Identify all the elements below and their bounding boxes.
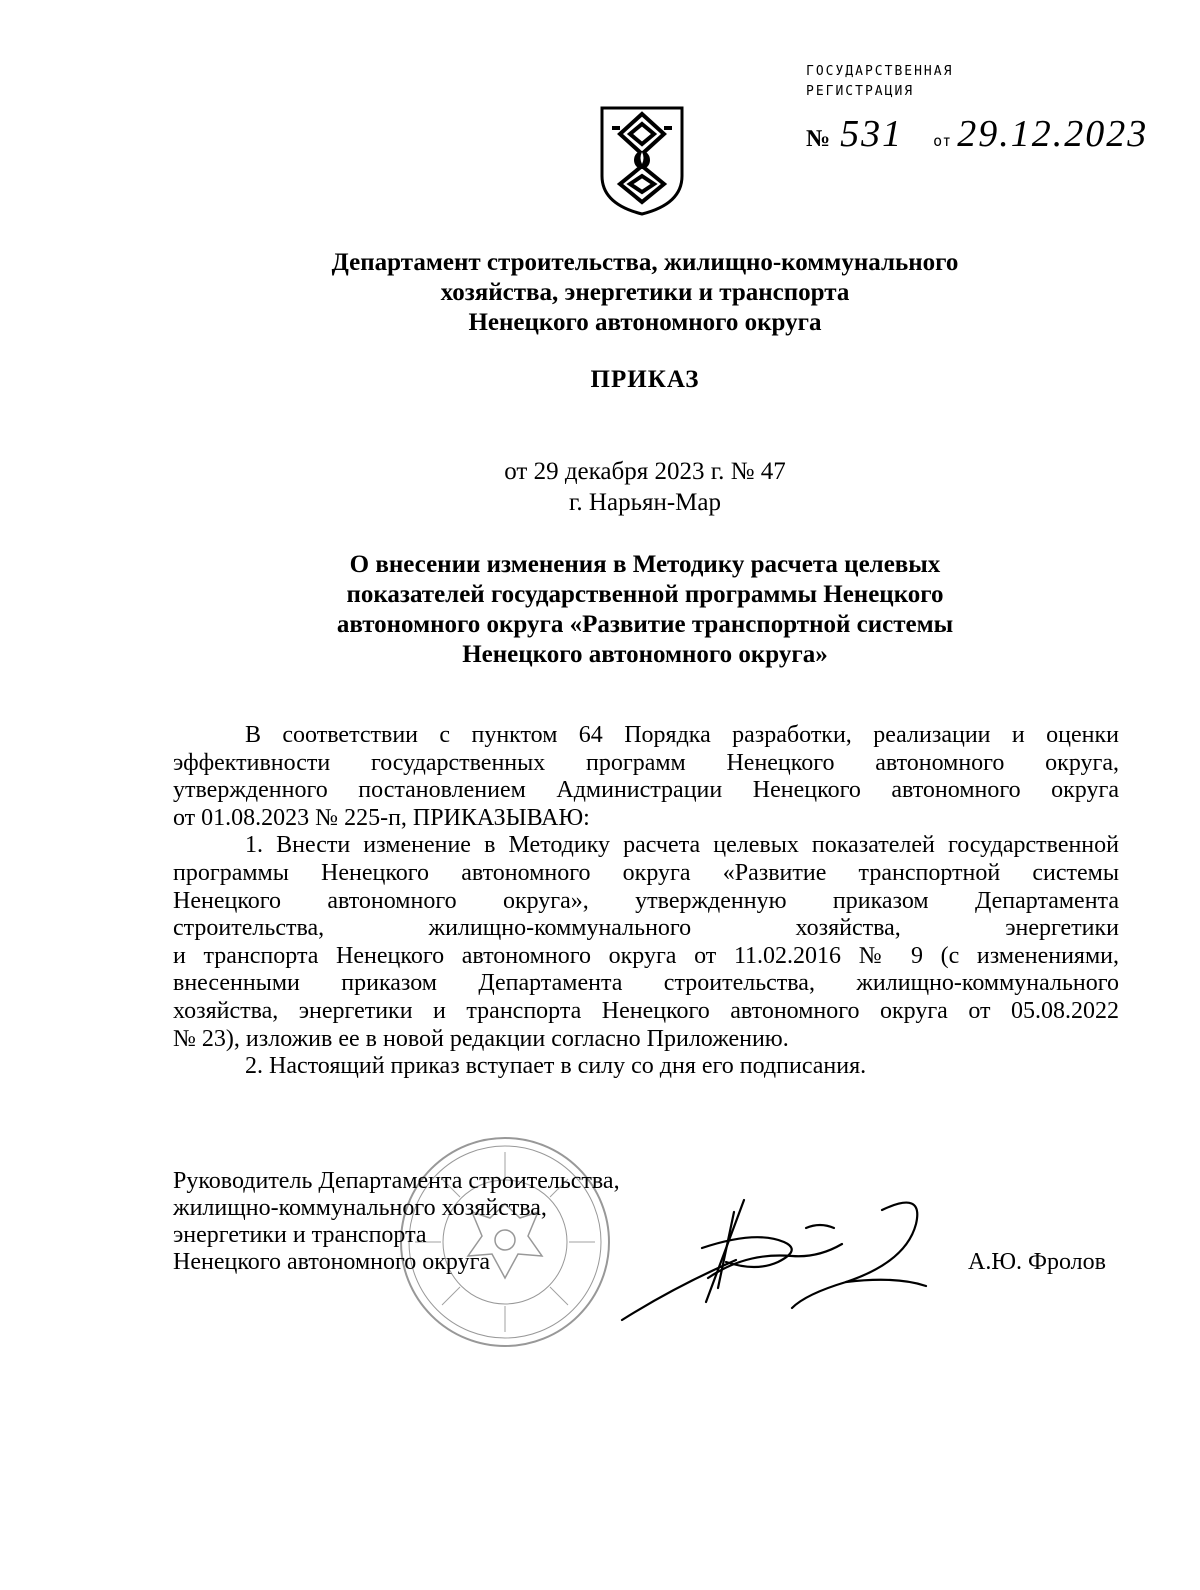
preamble-line: эффективности государственных программ Ненецкого автономного округа, <box>173 749 1119 776</box>
registration-date-prefix: от <box>933 132 952 150</box>
signatory-name: А.Ю. Фролов <box>968 1249 1106 1275</box>
subject-line-3: автономного округа «Развитие транспортной системы <box>336 611 954 638</box>
document-date: от 29 декабря 2023 г. № 47 <box>504 458 786 485</box>
document-date-place <box>150 456 1140 518</box>
paragraph-item-1 <box>173 832 1119 1053</box>
registration-number-prefix: № <box>806 126 831 152</box>
item-1-line: хозяйства, энергетики и транспорта Ненецкого автономного округа от 05.08.2022 <box>173 997 1119 1024</box>
subject-line-1: О внесении изменения в Методику расчета целевых <box>349 551 941 578</box>
signatory-position <box>173 1168 620 1276</box>
registration-number: 531 <box>840 113 904 155</box>
item-1-line: программы Ненецкого автономного округа «Развитие транспортной системы <box>173 859 1119 886</box>
registration-date: 29.12.2023 <box>957 113 1149 155</box>
subject-line-2: показателей государственной программы Ненецкого <box>346 581 944 608</box>
item-1-line: строительства, жилищно-коммунального хозяйства, энергетики <box>173 915 1119 942</box>
document-type: ПРИКАЗ <box>590 366 700 393</box>
document-place: г. Нарьян-Мар <box>568 489 721 516</box>
department-line-1: Департамент строительства, жилищно-коммунального <box>331 249 959 276</box>
department-name <box>150 248 1140 338</box>
handwritten-signature-icon <box>606 1190 966 1330</box>
registration-line-2: РЕГИСТРАЦИЯ <box>806 84 915 99</box>
registration-stamp <box>806 62 953 102</box>
registration-line-1: ГОСУДАРСТВЕННАЯ <box>806 64 954 79</box>
position-line-2: жилищно-коммунального хозяйства, <box>173 1195 547 1221</box>
department-line-2: хозяйства, энергетики и транспорта <box>440 279 850 306</box>
paragraph-preamble <box>173 722 1119 832</box>
preamble-line: В соответствии с пунктом 64 Порядка разработки, реализации и оценки <box>245 722 1119 748</box>
subject-line-4: Ненецкого автономного округа» <box>462 641 828 668</box>
item-1-line: № 23), изложив ее в новой редакции согласно Приложению. <box>173 1025 789 1052</box>
item-1-line: внесенными приказом Департамента строительства, жилищно-коммунального <box>173 970 1119 997</box>
position-line-1: Руководитель Департамента строительства, <box>173 1168 620 1194</box>
position-line-3: энергетики и транспорта <box>173 1222 427 1248</box>
document-subject <box>150 550 1140 670</box>
item-1-line: и транспорта Ненецкого автономного округа от 11.02.2016 № 9 (с изменениями, <box>173 942 1119 969</box>
item-1-line: 1. Внести изменение в Методику расчета целевых показателей государственной <box>245 832 1119 859</box>
document-body <box>173 722 1119 1081</box>
preamble-line: от 01.08.2023 № 225-п, ПРИКАЗЫВАЮ: <box>173 804 590 831</box>
registration-number-row <box>806 112 1148 156</box>
department-line-3: Ненецкого автономного округа <box>468 309 822 336</box>
coat-of-arms-icon <box>598 104 686 216</box>
preamble-line: утвержденного постановлением Администрации Ненецкого автономного округа <box>173 777 1119 804</box>
position-line-4: Ненецкого автономного округа <box>173 1249 491 1275</box>
paragraph-item-2: 2. Настоящий приказ вступает в силу со дня его подписания. <box>245 1053 867 1080</box>
item-1-line: Ненецкого автономного округа», утвержденную приказом Департамента <box>173 887 1119 914</box>
